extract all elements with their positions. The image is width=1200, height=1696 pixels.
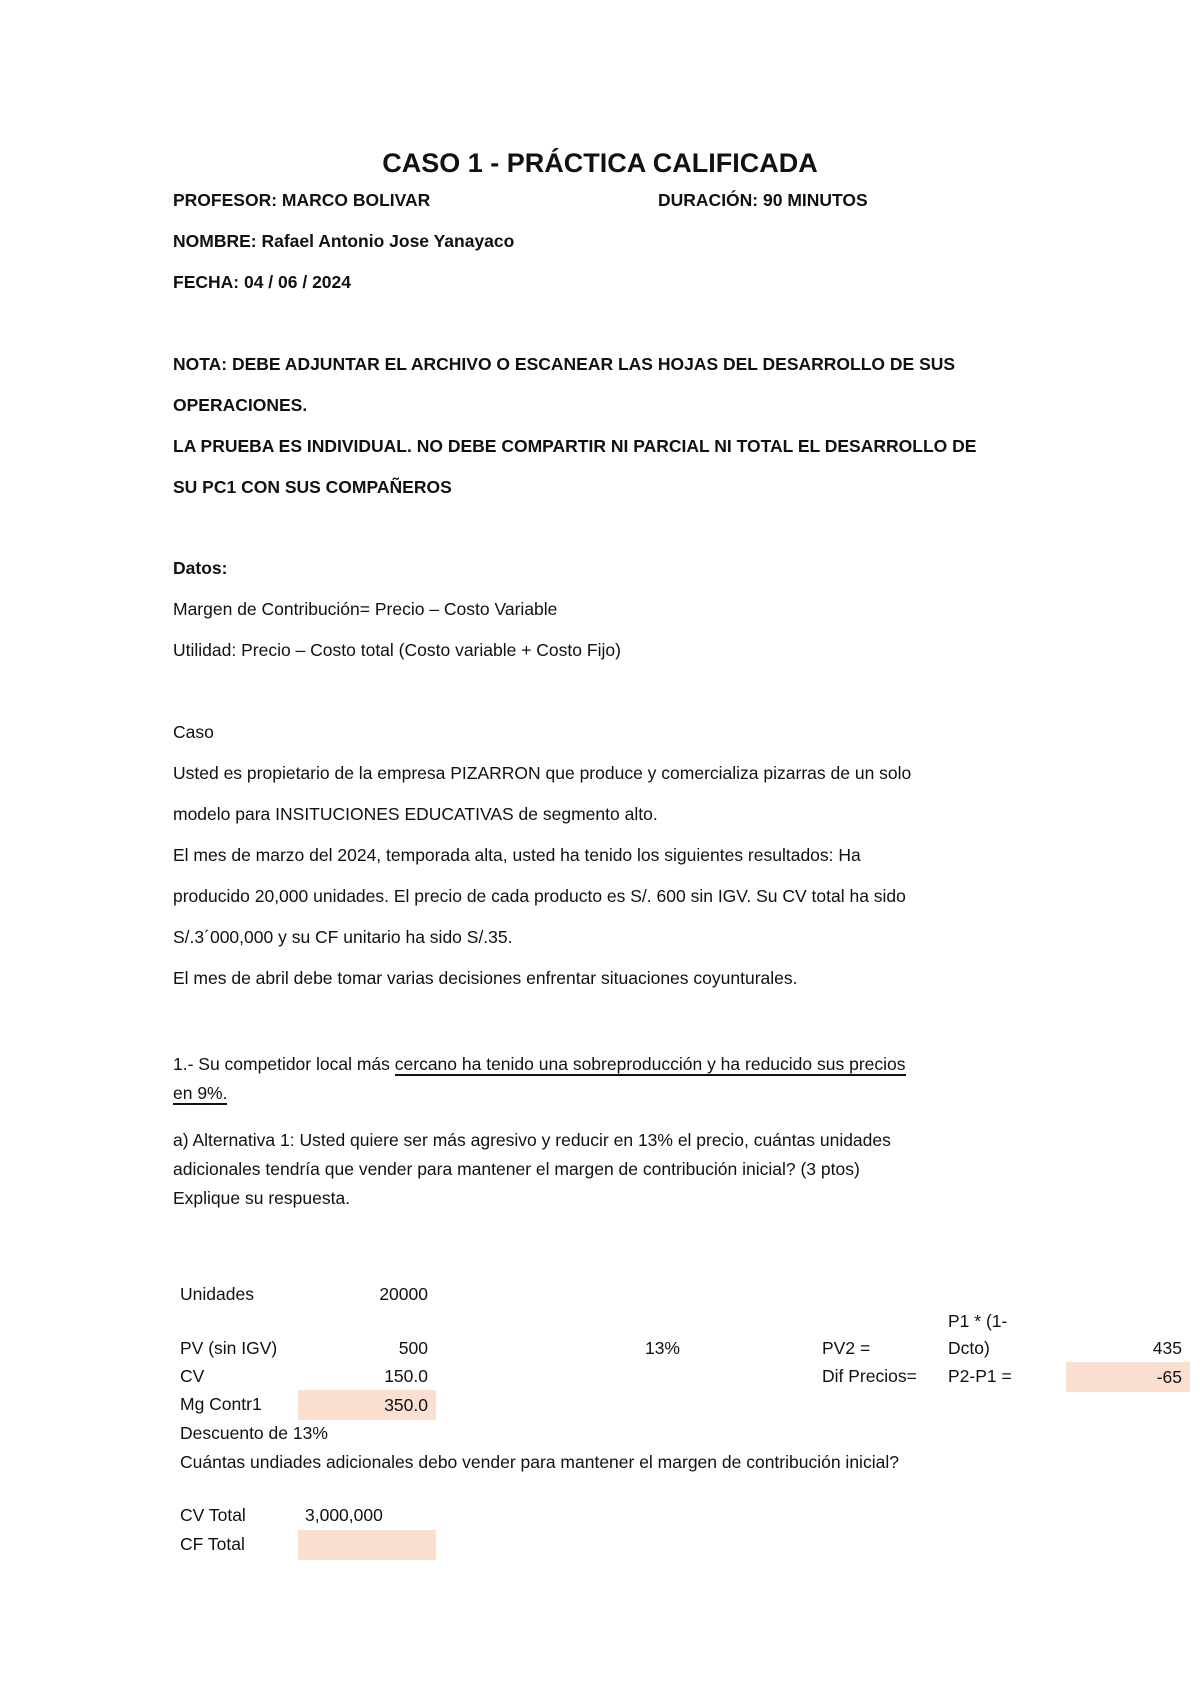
question-1-line-2 [173, 1083, 227, 1104]
dif-precios-value: -65 [1066, 1362, 1190, 1392]
pv2-value: 435 [1152, 1338, 1182, 1358]
caso-line-1: Usted es propietario de la empresa PIZARRON que produce y comercializa pizarras de un solo [173, 763, 912, 783]
profesor-line: PROFESOR: MARCO BOLIVAR [173, 190, 431, 210]
question-1-prefix: 1.- Su competidor local más [173, 1054, 395, 1074]
dif-precios-formula: P2-P1 = [948, 1366, 1012, 1386]
nota-line-1: NOTA: DEBE ADJUNTAR EL ARCHIVO O ESCANEAR LAS HOJAS DEL DESARROLLO DE SUS [173, 354, 956, 374]
descuento-note: Descuento de 13% [180, 1423, 328, 1443]
datos-heading: Datos: [173, 558, 228, 578]
mg-contr-label: Mg Contr1 [180, 1394, 262, 1414]
duracion-line: DURACIÓN: 90 MINUTOS [658, 190, 868, 210]
question-a-line-3: Explique su respuesta. [173, 1188, 351, 1208]
pv2-label: PV2 = [822, 1338, 871, 1358]
question-a-line-2: adicionales tendría que vender para mantener el margen de contribución inicial? (3 ptos) [173, 1159, 860, 1179]
mg-contr-value: 350.0 [298, 1390, 436, 1420]
caso-line-4: producido 20,000 unidades. El precio de cada producto es S/. 600 sin IGV. Su CV total ha sido [173, 886, 906, 906]
pregunta-note: Cuántas undiades adicionales debo vender para mantener el margen de contribución inicial? [180, 1452, 899, 1472]
nota-line-2: OPERACIONES. [173, 395, 308, 415]
nombre-line: NOMBRE: Rafael Antonio Jose Yanayaco [173, 231, 515, 251]
question-a-line-1: a) Alternativa 1: Usted quiere ser más agresivo y reducir en 13% el precio, cuántas unidades [173, 1130, 891, 1150]
cv-total-label: CV Total [180, 1505, 246, 1525]
caso-line-5: S/.3´000,000 y su CF unitario ha sido S/.35. [173, 927, 513, 947]
unidades-value: 20000 [379, 1284, 428, 1304]
question-1-underlined-2: en 9%. [173, 1083, 228, 1103]
datos-line-1: Margen de Contribución= Precio – Costo Variable [173, 599, 558, 619]
discount-percent: 13% [644, 1338, 680, 1358]
caso-line-6: El mes de abril debe tomar varias decisiones enfrentar situaciones coyunturales. [173, 968, 798, 988]
unidades-label: Unidades [180, 1284, 254, 1304]
nota-line-4: SU PC1 CON SUS COMPAÑEROS [173, 477, 452, 497]
cv-label: CV [180, 1366, 205, 1386]
datos-line-2: Utilidad: Precio – Costo total (Costo variable + Costo Fijo) [173, 640, 621, 660]
dif-precios-label: Dif Precios= [822, 1366, 917, 1386]
pv-value: 500 [398, 1338, 428, 1358]
cv-total-value: 3,000,000 [305, 1505, 383, 1525]
fecha-line: FECHA: 04 / 06 / 2024 [173, 272, 351, 292]
pv2-formula-line-2: Dcto) [948, 1338, 990, 1358]
caso-line-3: El mes de marzo del 2024, temporada alta, usted ha tenido los siguientes resultados: Ha [173, 845, 861, 865]
page-title: CASO 1 - PRÁCTICA CALIFICADA [382, 148, 818, 178]
cf-total-label: CF Total [180, 1534, 245, 1554]
question-1-underlined-1: cercano ha tenido una sobreproducción y ha reducido sus precios [394, 1054, 906, 1074]
cv-value: 150.0 [384, 1366, 428, 1386]
pv-label: PV (sin IGV) [180, 1338, 278, 1358]
question-1-line-1 [173, 1054, 906, 1075]
nota-line-3: LA PRUEBA ES INDIVIDUAL. NO DEBE COMPARTIR NI PARCIAL NI TOTAL EL DESARROLLO DE [173, 436, 977, 456]
caso-line-2: modelo para INSITUCIONES EDUCATIVAS de segmento alto. [173, 804, 658, 824]
cf-total-value [298, 1530, 436, 1560]
caso-heading: Caso [173, 722, 214, 742]
pv2-formula-line-1: P1 * (1- [948, 1311, 1008, 1331]
